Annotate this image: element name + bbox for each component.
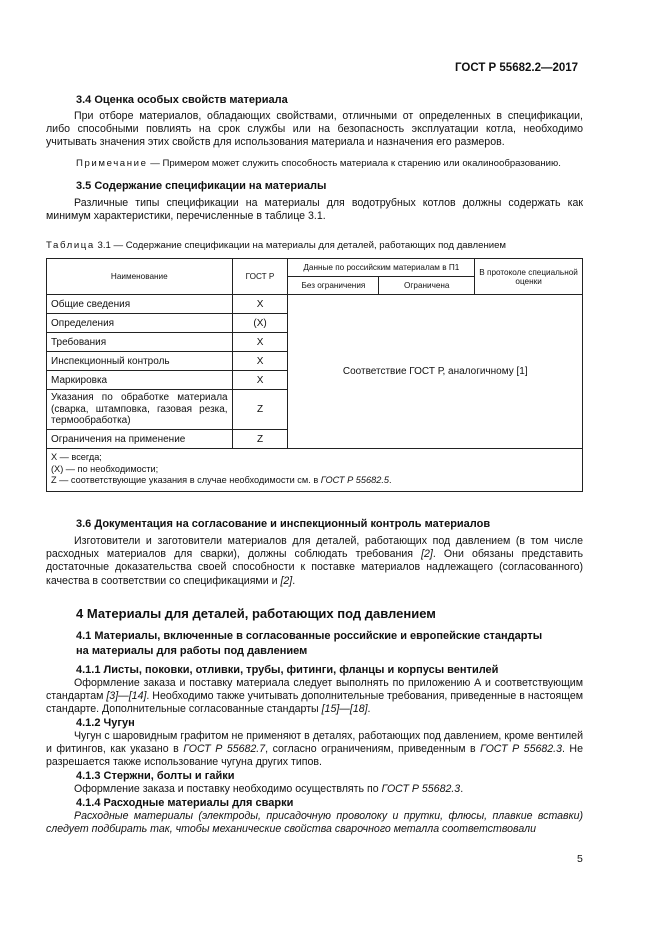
para-text: Чугун с шаровидным графитом не применяют в деталях, работающих под давлением, кроме вентилей и фитингов, как указано в bbox=[46, 730, 583, 756]
ref-link: ГОСТ Р 55682.7 bbox=[183, 743, 266, 756]
section-3-4-paragraph: При отборе материалов, обладающих свойствами, отличными от определенных в спецификации, либо способными повлиять на срок службы или на безопасность эксплуатации котла, необходимо учитывать значения этих свойств для использования материала и назначения его размеров. bbox=[46, 110, 583, 149]
row-name: Указания по обработке материала (сварка, штамповка, газовая резка, термообработка) bbox=[47, 390, 233, 430]
legend-line: (X) — по необходимости; bbox=[51, 463, 159, 474]
section-3-5-paragraph: Различные типы спецификации на материалы для водотрубных котлов должны содержать как минимум характеристики, перечисленные в таблице 3.1. bbox=[46, 197, 583, 223]
row-name: Инспекционный контроль bbox=[47, 352, 233, 371]
row-name: Ограничения на применение bbox=[47, 430, 233, 449]
legend-line bbox=[51, 475, 578, 487]
legend-end: . bbox=[389, 475, 392, 485]
para-text: . Необходимо также учитывать дополнительные требования, приведенные в настоящем стандарте. Дополнительные согласованные стандарты bbox=[46, 690, 583, 716]
section-4-1-1-paragraph bbox=[46, 677, 583, 717]
row-gost: Z bbox=[232, 430, 288, 449]
section-4-1-3-paragraph bbox=[46, 783, 583, 796]
header-gost: ГОСТ Р bbox=[232, 259, 288, 295]
table-legend bbox=[47, 449, 583, 492]
table-caption-label: Таблица bbox=[46, 240, 95, 251]
row-gost: X bbox=[232, 352, 288, 371]
section-3-4-title: 3.4 Оценка особых свойств материала bbox=[76, 94, 288, 106]
para-text: Оформление заказа и поставку необходимо осуществлять по bbox=[74, 783, 382, 795]
merged-cell: Соответствие ГОСТ Р, аналогичному [1] bbox=[288, 295, 583, 449]
row-gost: (X) bbox=[232, 314, 288, 333]
para-text: . Не разрешается также использование чугуна других типов. bbox=[46, 743, 583, 769]
section-4-1-3-title: 4.1.3 Стержни, болты и гайки bbox=[76, 770, 235, 782]
ref-link: ГОСТ Р 55682.3 bbox=[480, 743, 562, 756]
section-3-5-title: 3.5 Содержание спецификации на материалы bbox=[76, 180, 327, 192]
para-text: . bbox=[292, 574, 296, 587]
para-text: . bbox=[367, 703, 371, 716]
section-4-1-title-line1: 4.1 Материалы, включенные в согласованные российские и европейские стандарты bbox=[76, 630, 543, 642]
para-text: , согласно ограничениям, приведенным в bbox=[265, 743, 481, 756]
ref-link: [3]—[14] bbox=[106, 690, 147, 703]
header-limited: Ограничена bbox=[379, 277, 475, 295]
section-4-1-1-title: 4.1.1 Листы, поковки, отливки, трубы, фитинги, фланцы и корпусы вентилей bbox=[76, 664, 499, 676]
row-gost: X bbox=[232, 333, 288, 352]
row-name: Маркировка bbox=[47, 371, 233, 390]
header-name: Наименование bbox=[47, 259, 233, 295]
section-4-1-2-paragraph bbox=[46, 730, 583, 770]
document-header: ГОСТ Р 55682.2—2017 bbox=[455, 62, 579, 74]
ref-link: [15]—[18] bbox=[321, 703, 368, 716]
page-number: 5 bbox=[577, 853, 583, 865]
para-text: . bbox=[460, 783, 464, 795]
para-text: Оформление заказа и поставку материала следует выполнять по приложению А и соответствующим стандартам bbox=[46, 677, 583, 703]
row-name: Общие сведения bbox=[47, 295, 233, 314]
ref-link: ГОСТ Р 55682.3 bbox=[381, 783, 461, 795]
spec-table bbox=[46, 258, 583, 492]
table-caption bbox=[46, 240, 506, 251]
section-4-title: 4 Материалы для деталей, работающих под давлением bbox=[76, 606, 436, 621]
header-no-limit: Без ограничения bbox=[288, 277, 379, 295]
section-3-6-title: 3.6 Документация на согласование и инспекционный контроль материалов bbox=[76, 518, 491, 530]
legend-line: X — всегда; bbox=[51, 452, 102, 462]
section-4-1-title-line2: на материалы для работы под давлением bbox=[76, 645, 308, 657]
table-header-row bbox=[47, 259, 583, 277]
header-protocol: В протоколе специальной оценки bbox=[475, 259, 583, 295]
note-text: — Примером может служить способность материала к старению или окалинообразованию. bbox=[147, 158, 561, 169]
table-caption-text: 3.1 — Содержание спецификации на материалы для деталей, работающих под давлением bbox=[94, 240, 507, 251]
ref-link: [2] bbox=[280, 574, 293, 587]
header-ru-data: Данные по российским материалам в П1 bbox=[288, 259, 475, 277]
section-3-6-paragraph bbox=[46, 535, 583, 588]
row-gost: Z bbox=[232, 390, 288, 430]
row-gost: X bbox=[232, 295, 288, 314]
legend-ref: ГОСТ Р 55682.5 bbox=[320, 475, 389, 485]
para-text: Изготовители и заготовители материалов для деталей, работающих под давлением (в том числе расходных материалов для сварки), должны соблюдать требования bbox=[46, 535, 583, 561]
note-label: Примечание bbox=[76, 158, 148, 169]
row-name: Требования bbox=[47, 333, 233, 352]
section-4-1-4-paragraph: Расходные материалы (электроды, присадочную проволоку и прутки, флюсы, плавкие вставки) следует подбирать так, чтобы механические свойства сварочного металла соответствовали bbox=[46, 810, 583, 836]
row-name: Определения bbox=[47, 314, 233, 333]
section-3-4-note bbox=[76, 158, 561, 169]
table-row bbox=[47, 295, 583, 314]
table-legend-row bbox=[47, 449, 583, 492]
section-4-1-4-title: 4.1.4 Расходные материалы для сварки bbox=[76, 797, 294, 809]
section-4-1-2-title: 4.1.2 Чугун bbox=[76, 717, 135, 729]
legend-text: Z — соответствующие указания в случае необходимости см. в bbox=[51, 475, 321, 485]
para-text: . Они обязаны представить достаточные доказательства своей способности к поставке материалов надлежащего (согласованного) качества в соответствии со спецификациями и bbox=[46, 548, 583, 587]
ref-link: [2] bbox=[421, 548, 433, 561]
row-gost: X bbox=[232, 371, 288, 390]
